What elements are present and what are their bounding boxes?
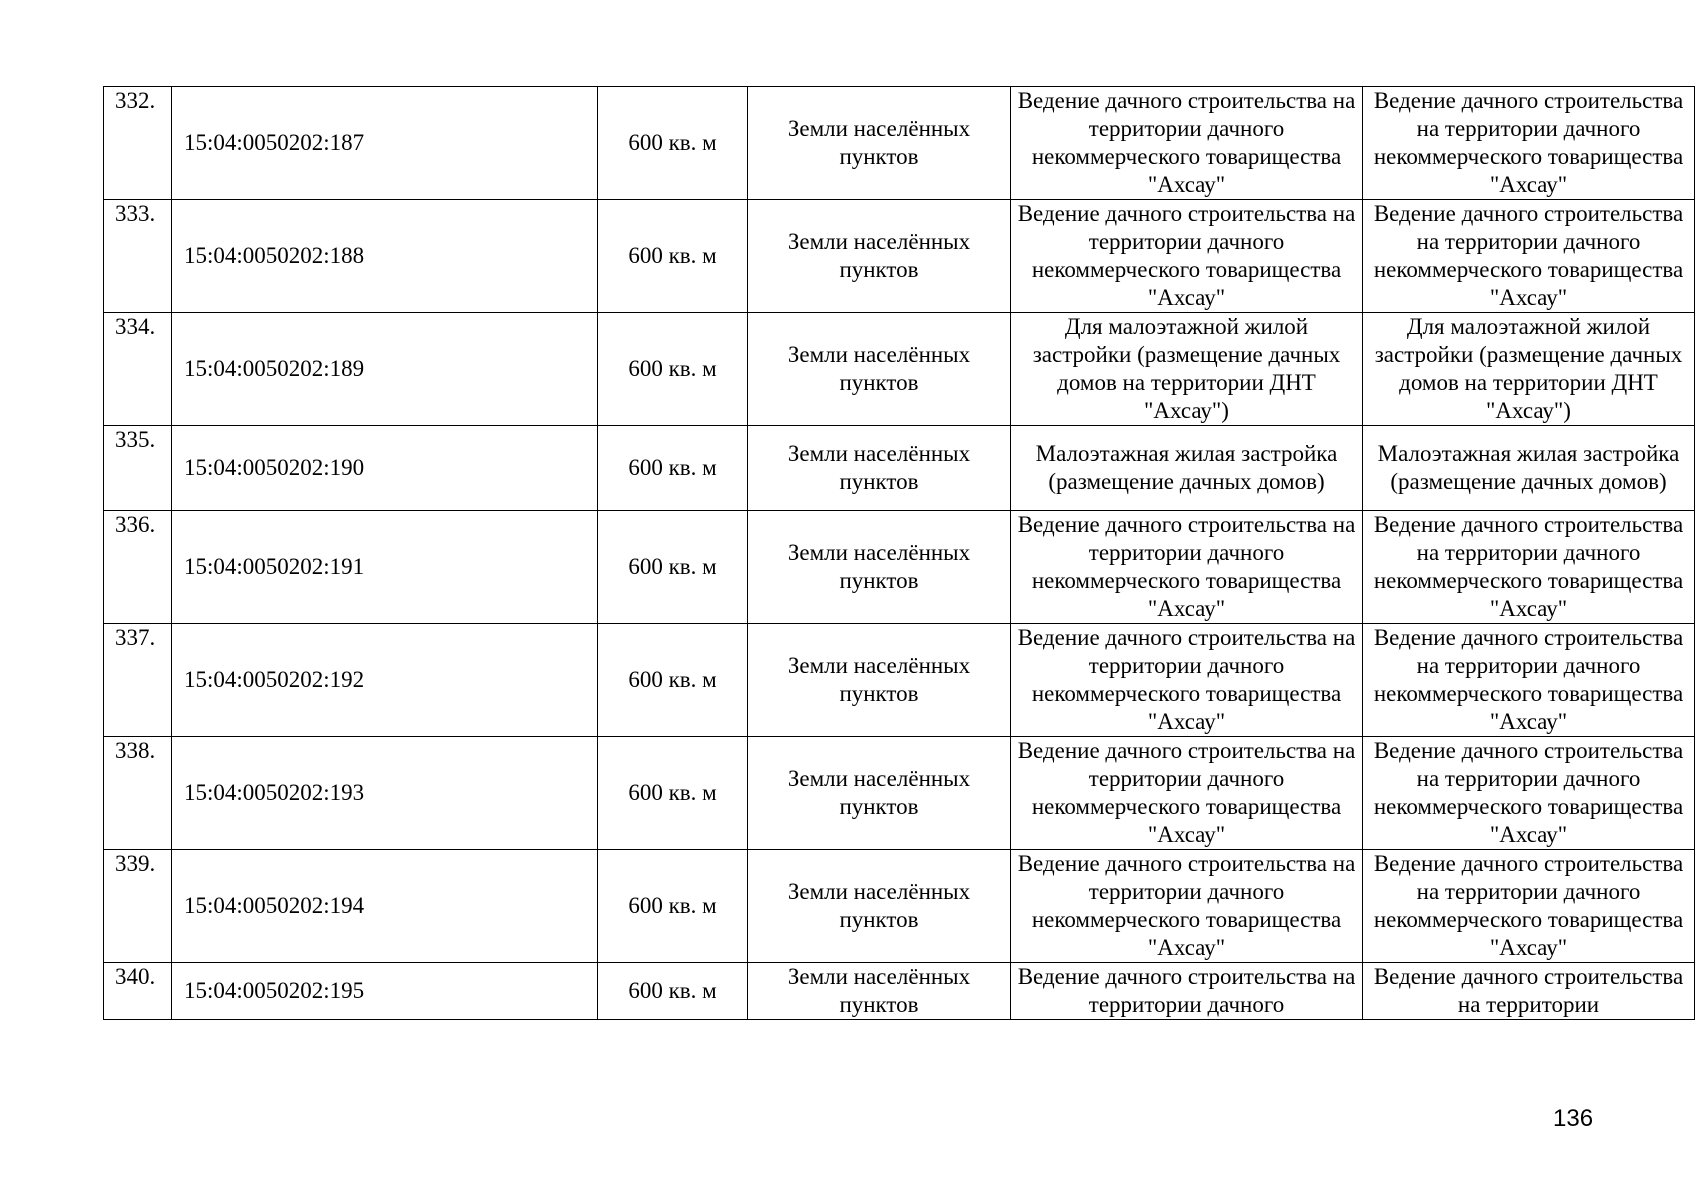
plot-area: 600 кв. м (598, 426, 748, 511)
permitted-use: Ведение дачного строительства на территории дачного некоммерческого товарищества "Ахсау" (1011, 850, 1363, 963)
table-row (104, 963, 1695, 1020)
table-row (104, 624, 1695, 737)
permitted-use: Ведение дачного строительства на территории дачного некоммерческого товарищества "Ахсау" (1011, 737, 1363, 850)
plot-area: 600 кв. м (598, 963, 748, 1020)
permitted-use: Ведение дачного строительства на территории дачного некоммерческого товарищества "Ахсау" (1011, 200, 1363, 313)
row-number: 339. (104, 850, 172, 963)
cadastral-number: 15:04:0050202:192 (172, 624, 598, 737)
permitted-use-by-document: Ведение дачного строительства на территории дачного некоммерческого товарищества "Ахсау" (1363, 200, 1695, 313)
row-number: 335. (104, 426, 172, 511)
row-number: 340. (104, 963, 172, 1020)
permitted-use: Ведение дачного строительства на территории дачного (1011, 963, 1363, 1020)
table-row (104, 313, 1695, 426)
plot-area: 600 кв. м (598, 850, 748, 963)
permitted-use-by-document: Ведение дачного строительства на территории (1363, 963, 1695, 1020)
row-number: 332. (104, 87, 172, 200)
land-category: Земли населённых пунктов (748, 87, 1011, 200)
permitted-use: Ведение дачного строительства на территории дачного некоммерческого товарищества "Ахсау" (1011, 87, 1363, 200)
permitted-use-by-document: Ведение дачного строительства на территории дачного некоммерческого товарищества "Ахсау" (1363, 850, 1695, 963)
permitted-use: Ведение дачного строительства на территории дачного некоммерческого товарищества "Ахсау" (1011, 511, 1363, 624)
permitted-use: Малоэтажная жилая застройка (размещение дачных домов) (1011, 426, 1363, 511)
cadastral-number: 15:04:0050202:189 (172, 313, 598, 426)
land-category: Земли населённых пунктов (748, 200, 1011, 313)
permitted-use-by-document: Ведение дачного строительства на территории дачного некоммерческого товарищества "Ахсау" (1363, 737, 1695, 850)
land-category: Земли населённых пунктов (748, 426, 1011, 511)
table-row (104, 850, 1695, 963)
row-number: 338. (104, 737, 172, 850)
table-row (104, 200, 1695, 313)
land-category: Земли населённых пунктов (748, 737, 1011, 850)
plot-area: 600 кв. м (598, 511, 748, 624)
permitted-use-by-document: Для малоэтажной жилой застройки (размещение дачных домов на территории ДНТ "Ахсау") (1363, 313, 1695, 426)
row-number: 334. (104, 313, 172, 426)
cadastral-number: 15:04:0050202:191 (172, 511, 598, 624)
permitted-use-by-document: Малоэтажная жилая застройка (размещение дачных домов) (1363, 426, 1695, 511)
row-number: 333. (104, 200, 172, 313)
land-category: Земли населённых пунктов (748, 963, 1011, 1020)
cadastral-number: 15:04:0050202:193 (172, 737, 598, 850)
plot-area: 600 кв. м (598, 200, 748, 313)
permitted-use-by-document: Ведение дачного строительства на территории дачного некоммерческого товарищества "Ахсау" (1363, 511, 1695, 624)
table-body (104, 87, 1695, 1020)
cadastral-number: 15:04:0050202:190 (172, 426, 598, 511)
cadastral-number: 15:04:0050202:195 (172, 963, 598, 1020)
land-category: Земли населённых пунктов (748, 511, 1011, 624)
permitted-use-by-document: Ведение дачного строительства на территории дачного некоммерческого товарищества "Ахсау" (1363, 624, 1695, 737)
land-category: Земли населённых пунктов (748, 624, 1011, 737)
cadastral-number: 15:04:0050202:188 (172, 200, 598, 313)
cadastral-number: 15:04:0050202:187 (172, 87, 598, 200)
plot-area: 600 кв. м (598, 313, 748, 426)
table-row (104, 511, 1695, 624)
permitted-use-by-document: Ведение дачного строительства на территории дачного некоммерческого товарищества "Ахсау" (1363, 87, 1695, 200)
plot-area: 600 кв. м (598, 737, 748, 850)
permitted-use: Для малоэтажной жилой застройки (размещение дачных домов на территории ДНТ "Ахсау") (1011, 313, 1363, 426)
plot-area: 600 кв. м (598, 87, 748, 200)
land-plots-table (103, 86, 1695, 1020)
table-row (104, 426, 1695, 511)
permitted-use: Ведение дачного строительства на территории дачного некоммерческого товарищества "Ахсау" (1011, 624, 1363, 737)
cadastral-number: 15:04:0050202:194 (172, 850, 598, 963)
table-row (104, 87, 1695, 200)
land-category: Земли населённых пунктов (748, 313, 1011, 426)
table-row (104, 737, 1695, 850)
plot-area: 600 кв. м (598, 624, 748, 737)
row-number: 336. (104, 511, 172, 624)
page-number: 136 (1553, 1105, 1594, 1132)
land-category: Земли населённых пунктов (748, 850, 1011, 963)
row-number: 337. (104, 624, 172, 737)
